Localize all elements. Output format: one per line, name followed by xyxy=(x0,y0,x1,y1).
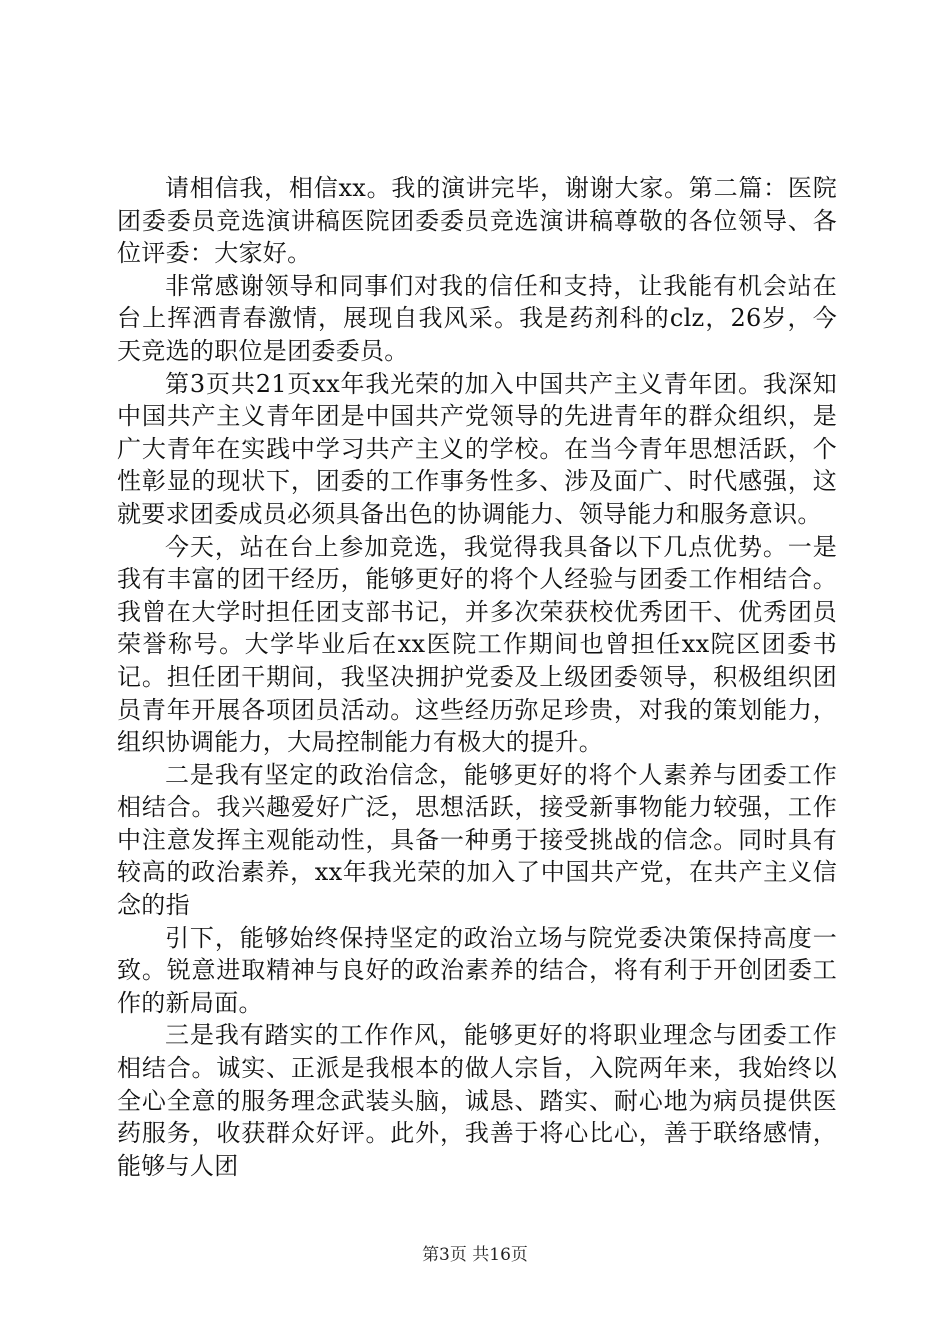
paragraph-5: 二是我有坚定的政治信念，能够更好的将个人素养与团委工作相结合。我兴趣爱好广泛，思想活跃，接受新事物能力较强，工作中注意发挥主观能动性，具备一种勇于接受挑战的信念。同时具有较高的政治素养，xx年我光荣的加入了中国共产党，在共产主义信念的指 xyxy=(117,760,837,920)
page-number-footer: 第3页 共16页 xyxy=(422,1245,528,1265)
paragraph-7: 三是我有踏实的工作作风，能够更好的将职业理念与团委工作相结合。诚实、正派是我根本的做人宗旨，入院两年来，我始终以全心全意的服务理念武装头脑，诚恳、踏实、耐心地为病员提供医药服务，收获群众好评。此外，我善于将心比心，善于联络感情，能够与人团 xyxy=(117,1021,837,1180)
document-body xyxy=(117,172,837,1182)
paragraph-2: 非常感谢领导和同事们对我的信任和支持，让我能有机会站在台上挥洒青春激情，展现自我风采。我是药剂科的clz，26岁，今天竞选的职位是团委委员。 xyxy=(117,271,837,365)
paragraph-4: 今天，站在台上参加竞选，我觉得我具备以下几点优势。一是我有丰富的团干经历，能够更好的将个人经验与团委工作相结合。我曾在大学时担任团支部书记，并多次荣获校优秀团干、优秀团员荣誉称号。大学毕业后在xx医院工作期间也曾担任xx院区团委书记。担任团干期间，我坚决拥护党委及上级团委领导，积极组织团员青年开展各项团员活动。这些经历弥足珍贵，对我的策划能力，组织协调能力，大局控制能力有极大的提升。 xyxy=(117,532,837,757)
paragraph-3: 第3页共21页xx年我光荣的加入中国共产主义青年团。我深知中国共产主义青年团是中国共产党领导的先进青年的群众组织，是广大青年在实践中学习共产主义的学校。在当今青年思想活跃，个性彰显的现状下，团委的工作事务性多、涉及面广、时代感强，这就要求团委成员必须具备出色的协调能力、领导能力和服务意识。 xyxy=(117,369,837,528)
paragraph-1: 请相信我，相信xx。我的演讲完毕，谢谢大家。第二篇：医院团委委员竞选演讲稿医院团委委员竞选演讲稿尊敬的各位领导、各位评委：大家好。 xyxy=(117,174,837,268)
paragraph-6: 引下，能够始终保持坚定的政治立场与院党委决策保持高度一致。锐意进取精神与良好的政治素养的结合，将有利于开创团委工作的新局面。 xyxy=(117,923,837,1017)
